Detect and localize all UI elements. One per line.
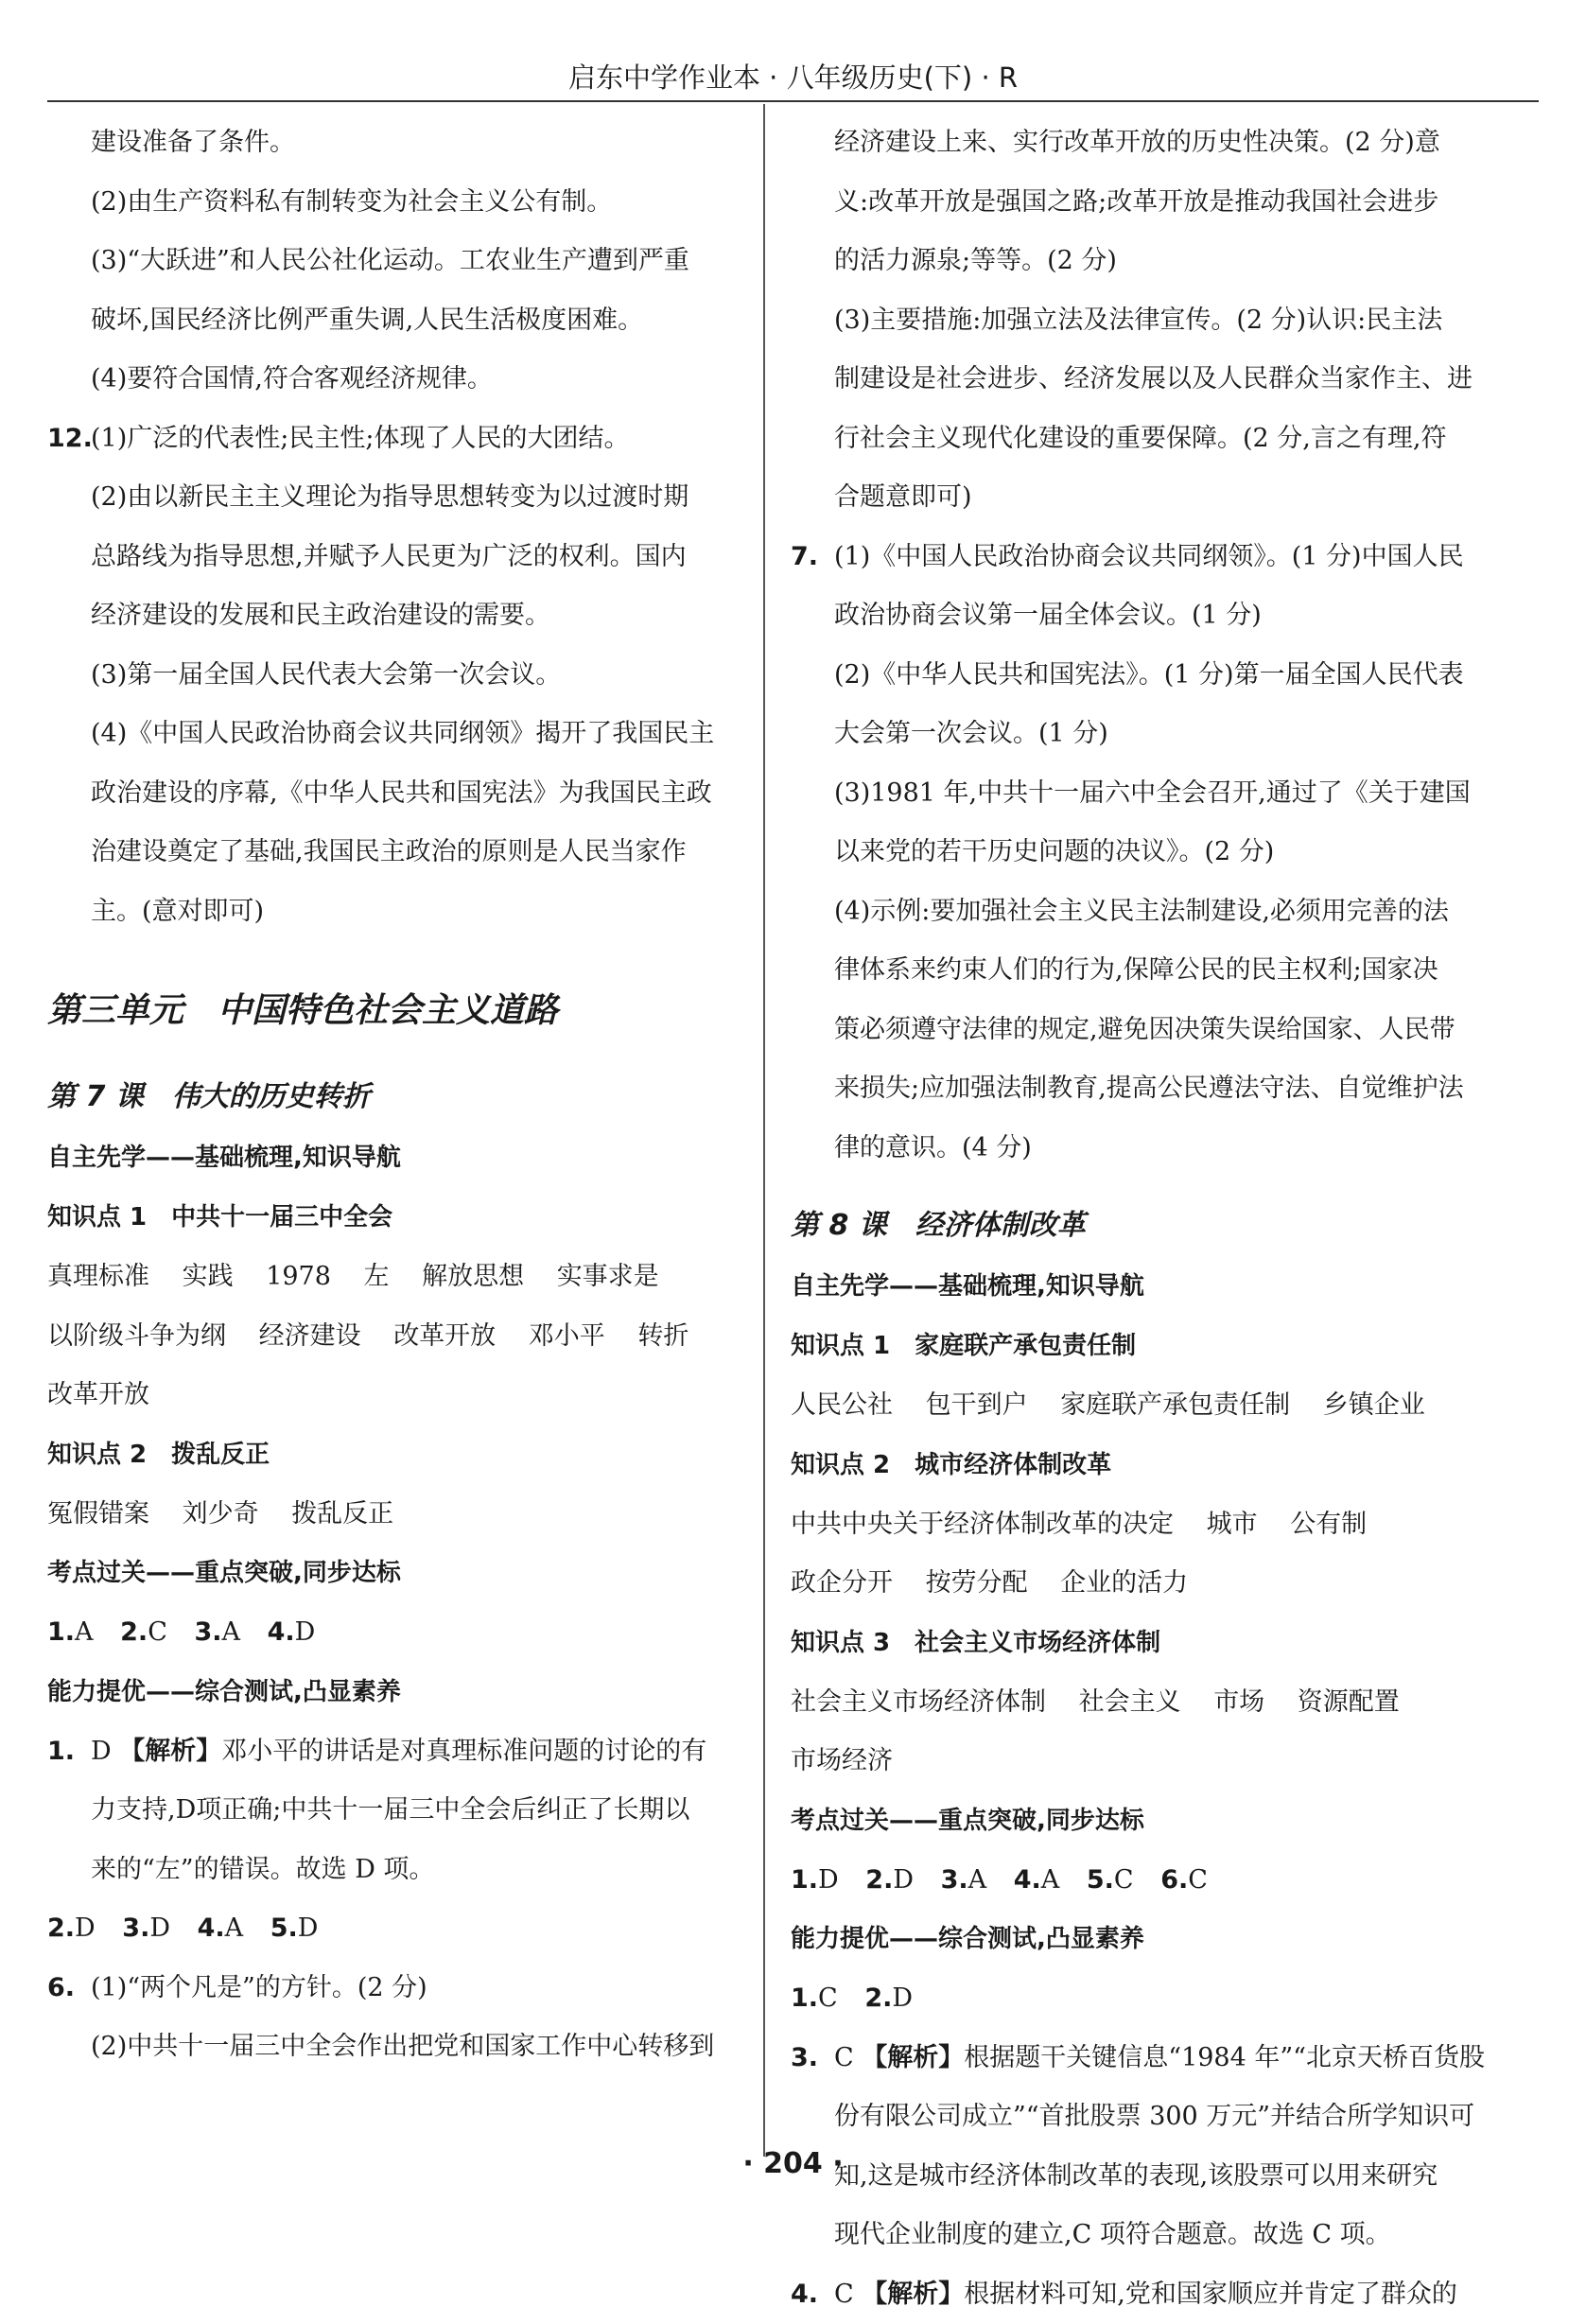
text-line: 治建设奠定了基础,我国民主政治的原则是人民当家作 (47, 823, 747, 882)
lesson-title: 第 7 课 伟大的历史转折 (47, 1066, 747, 1128)
answer-choice: C (1188, 1865, 1208, 1895)
question-7 (791, 528, 1490, 587)
term: 经济建设 (259, 1321, 361, 1351)
answer-number: 3. (194, 1617, 221, 1647)
term: 按劳分配 (926, 1568, 1028, 1598)
section-heading: 考点过关——重点突破,同步达标 (791, 1791, 1490, 1851)
text-line: (4)要符合国情,符合客观经济规律。 (47, 350, 747, 410)
question-3 (791, 2029, 1490, 2088)
text-line: 制建设是社会进步、经济发展以及人民群众当家作主、进 (791, 350, 1490, 410)
answer-choice: D (818, 1865, 839, 1895)
term: 企业的活力 (1060, 1568, 1188, 1598)
section-heading: 能力提优——综合测试,凸显素养 (791, 1910, 1490, 1969)
text-line: (4)示例:要加强社会主义民主法制建设,必须用完善的法 (791, 882, 1490, 942)
text-line: 律的意识。(4 分) (791, 1119, 1490, 1179)
term: 拨乱反正 (291, 1499, 393, 1529)
text-line: 义:改革开放是强国之路;改革开放是推动我国社会进步 (791, 173, 1490, 233)
term: 政企分开 (791, 1568, 893, 1598)
text-line: 主。(意对即可) (47, 882, 747, 942)
answer-number: 2. (864, 1983, 892, 2013)
text-line: 经济建设上来、实行改革开放的历史性决策。(2 分)意 (791, 114, 1490, 173)
section-heading: 自主先学——基础梳理,知识导航 (791, 1257, 1490, 1317)
text-line: 行社会主义现代化建设的重要保障。(2 分,言之有理,符 (791, 410, 1490, 469)
text-line: 破坏,国民经济比例严重失调,人民生活极度困难。 (47, 291, 747, 351)
answer-choice: C (818, 1983, 838, 2013)
question-number: 12. (47, 410, 93, 469)
answer-number: 4. (268, 1617, 295, 1647)
text-line: (3)主要措施:加强立法及法律宣传。(2 分)认识:民主法 (791, 291, 1490, 351)
text-line: (2)由以新民主主义理论为指导思想转变为以过渡时期 (47, 468, 747, 528)
answer-choice: A (222, 1617, 241, 1647)
column-divider (763, 104, 765, 2157)
term: 实践 (183, 1262, 234, 1291)
text-line: 策必须遵守法律的规定,避免因决策失误给国家、人民带 (791, 1001, 1490, 1060)
answer-number: 5. (1087, 1865, 1114, 1895)
answer-choice: A (1041, 1865, 1060, 1895)
question-4 (791, 2265, 1490, 2324)
knowledge-point-heading: 知识点 2 拨乱反正 (47, 1425, 747, 1485)
answer-choice: C (148, 1617, 167, 1647)
answer-choice: C (834, 2043, 854, 2072)
term-row: 改革开放 (47, 1366, 747, 1425)
term: 冤假错案 (47, 1499, 149, 1529)
section-heading: 能力提优——综合测试,凸显素养 (47, 1663, 747, 1722)
term: 市场 (1213, 1687, 1264, 1717)
text-line: 来损失;应加强法制教育,提高公民遵法守法、自觉维护法 (791, 1059, 1490, 1119)
term: 社会主义 (1079, 1687, 1181, 1717)
page-number: · 204 · (0, 2147, 1586, 2180)
term: 资源配置 (1298, 1687, 1400, 1717)
text-line: (3)第一届全国人民代表大会第一次会议。 (47, 646, 747, 706)
term: 改革开放 (393, 1321, 496, 1351)
text-line: 总路线为指导思想,并赋予人民更为广泛的权利。国内 (47, 528, 747, 587)
answer-choice: D (295, 1617, 316, 1647)
text-line: (2)《中华人民共和国宪法》。(1 分)第一届全国人民代表 (791, 646, 1490, 706)
text-line: 经济建设的发展和民主政治建设的需要。 (47, 586, 747, 646)
answer-choice: C (834, 2280, 854, 2309)
term-row (791, 1554, 1490, 1614)
term: 社会主义市场经济体制 (791, 1687, 1046, 1717)
answer-choice: D (75, 1913, 96, 1943)
text-line: 合题意即可) (791, 468, 1490, 528)
text-line: 政治建设的序幕,《中华人民共和国宪法》为我国民主政 (47, 764, 747, 824)
question-number: 3. (791, 2029, 818, 2088)
question-number: 4. (791, 2265, 818, 2324)
term: 以阶级斗争为纲 (47, 1321, 226, 1351)
answer-choice: A (968, 1865, 987, 1895)
term: 刘少奇 (183, 1499, 259, 1529)
answer-number: 4. (1014, 1865, 1041, 1895)
answer-choice: D (298, 1913, 319, 1943)
term: 乡镇企业 (1323, 1390, 1425, 1420)
text-line: 份有限公司成立”“首批股票 300 万元”并结合所学知识可 (791, 2088, 1490, 2147)
term-row (791, 1376, 1490, 1436)
text-line: 政治协商会议第一届全体会议。(1 分) (791, 586, 1490, 646)
term: 包干到户 (926, 1390, 1028, 1420)
text-line: (3)“大跃进”和人民公社化运动。工农业生产遭到严重 (47, 232, 747, 291)
lesson-title: 第 8 课 经济体制改革 (791, 1195, 1490, 1257)
section-heading: 自主先学——基础梳理,知识导航 (47, 1128, 747, 1188)
unit-title: 第三单元 中国特色社会主义道路 (47, 973, 747, 1049)
analysis-tag: 【解析】 (119, 1737, 221, 1766)
answer-choice: D (91, 1737, 112, 1766)
term: 实事求是 (557, 1262, 659, 1291)
answer-choice: D (149, 1913, 170, 1943)
answer-row (791, 1851, 1490, 1911)
text-line: (2)由生产资料私有制转变为社会主义公有制。 (47, 173, 747, 233)
answer-number: 2. (47, 1913, 75, 1943)
answer-number: 2. (120, 1617, 148, 1647)
question-number: 6. (47, 1959, 75, 2018)
page-header: 启东中学作业本 · 八年级历史(下) · R (47, 59, 1539, 102)
knowledge-point-heading: 知识点 2 城市经济体制改革 (791, 1436, 1490, 1495)
answer-number: 1. (791, 1865, 818, 1895)
analysis-tag: 【解析】 (862, 2280, 964, 2309)
text-line: 现代企业制度的建立,C 项符合题意。故选 C 项。 (791, 2206, 1490, 2265)
term: 人民公社 (791, 1390, 893, 1420)
term-row (47, 1307, 747, 1367)
term-row (791, 1495, 1490, 1555)
answer-number: 3. (122, 1913, 149, 1943)
text-line: (4)《中国人民政治协商会议共同纲领》揭开了我国民主 (47, 705, 747, 764)
term: 中共中央关于经济体制改革的决定 (791, 1510, 1174, 1539)
answer-number: 1. (791, 1983, 818, 2013)
knowledge-point-heading: 知识点 1 家庭联产承包责任制 (791, 1317, 1490, 1376)
term: 转折 (637, 1321, 688, 1351)
term: 解放思想 (422, 1262, 524, 1291)
text-line: 根据题干关键信息“1984 年”“北京天桥百货股 (964, 2043, 1485, 2072)
text-line: (1)广泛的代表性;民主性;体现了人民的大团结。 (91, 424, 629, 453)
knowledge-point-heading: 知识点 1 中共十一届三中全会 (47, 1188, 747, 1248)
term: 邓小平 (529, 1321, 605, 1351)
text-line: 来的“左”的错误。故选 D 项。 (47, 1841, 747, 1900)
text-line: 根据材料可知,党和国家顺应并肯定了群众的 (964, 2280, 1457, 2309)
term-row: 市场经济 (791, 1732, 1490, 1791)
text-line: 力支持,D项正确;中共十一届三中全会后纠正了长期以 (47, 1781, 747, 1841)
right-column (791, 114, 1490, 2324)
text-line: 的活力源泉;等等。(2 分) (791, 232, 1490, 291)
answer-choice: A (225, 1913, 244, 1943)
text-line: 建设准备了条件。 (47, 114, 747, 173)
answer-row (47, 1603, 747, 1663)
text-line: 以来党的若干历史问题的决议》。(2 分) (791, 823, 1490, 882)
text-line: (3)1981 年,中共十一届六中全会召开,通过了《关于建国 (791, 764, 1490, 824)
term: 家庭联产承包责任制 (1060, 1390, 1290, 1420)
question-number: 1. (47, 1722, 75, 1782)
term-row (791, 1673, 1490, 1733)
left-column (47, 114, 747, 2077)
knowledge-point-heading: 知识点 3 社会主义市场经济体制 (791, 1614, 1490, 1673)
answer-row (791, 1969, 1490, 2029)
answer-number: 4. (198, 1913, 225, 1943)
text-line: (2)中共十一届三中全会作出把党和国家工作中心转移到 (47, 2018, 747, 2077)
answer-number: 1. (47, 1617, 75, 1647)
text-line: 邓小平的讲话是对真理标准问题的讨论的有 (221, 1737, 706, 1766)
term: 真理标准 (47, 1262, 149, 1291)
text-line: 知,这是城市经济体制改革的表现,该股票可以用来研究 (791, 2147, 1490, 2207)
answer-choice: A (75, 1617, 94, 1647)
term-row (47, 1485, 747, 1545)
question-12 (47, 410, 747, 469)
question-number: 7. (791, 528, 818, 587)
section-heading: 考点过关——重点突破,同步达标 (47, 1544, 747, 1603)
answer-number: 5. (270, 1913, 298, 1943)
answer-number: 3. (941, 1865, 968, 1895)
term: 左 (364, 1262, 390, 1291)
question-1 (47, 1722, 747, 1782)
answer-choice: C (1114, 1865, 1134, 1895)
analysis-tag: 【解析】 (862, 2043, 964, 2072)
question-6 (47, 1959, 747, 2018)
answer-number: 2. (865, 1865, 893, 1895)
term: 1978 (266, 1262, 331, 1291)
term: 公有制 (1290, 1510, 1367, 1539)
answer-choice: D (892, 1983, 913, 2013)
text-line: 律体系来约束人们的行为,保障公民的民主权利;国家决 (791, 941, 1490, 1001)
term-row (47, 1248, 747, 1307)
text-line: 大会第一次会议。(1 分) (791, 705, 1490, 764)
text-line: (1)《中国人民政治协商会议共同纲领》。(1 分)中国人民 (834, 542, 1464, 571)
answer-choice: D (893, 1865, 914, 1895)
answer-row (47, 1899, 747, 1959)
text-line: (1)“两个凡是”的方针。(2 分) (91, 1973, 427, 2002)
answer-number: 6. (1160, 1865, 1188, 1895)
term: 城市 (1207, 1510, 1258, 1539)
